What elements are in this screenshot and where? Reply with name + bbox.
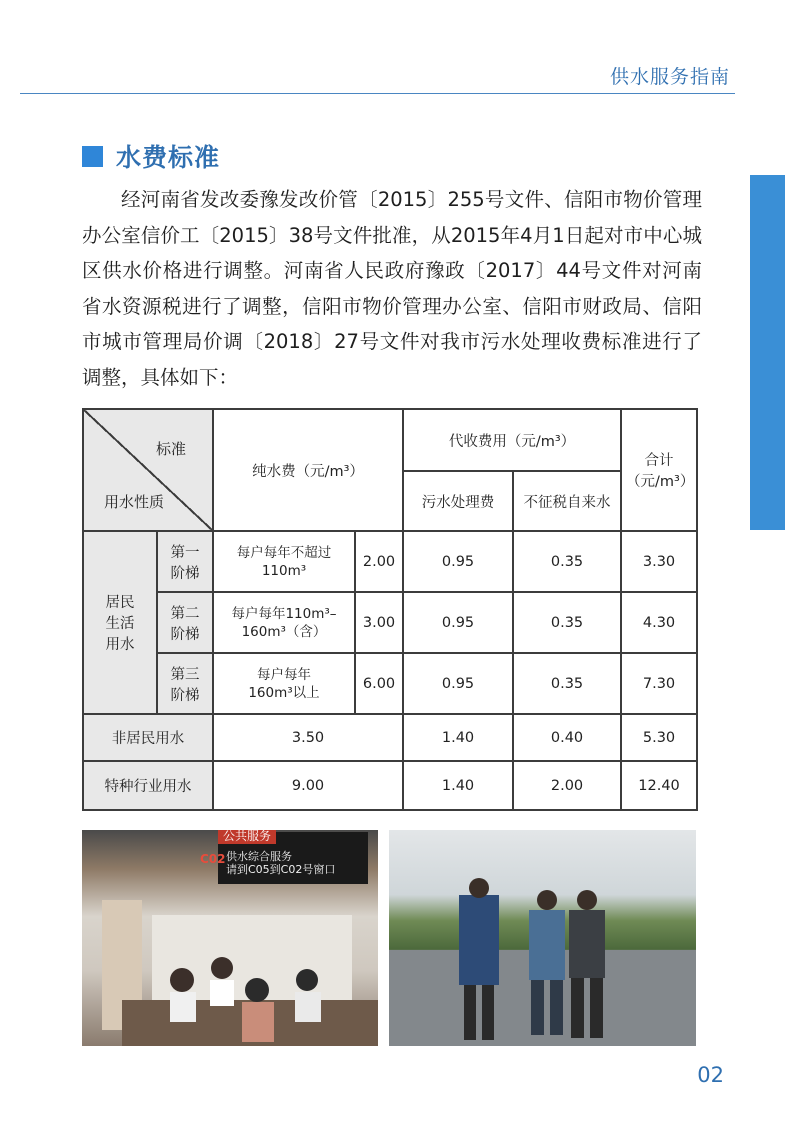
non-residential-label: 非居民用水: [83, 714, 213, 761]
tier-total: 3.30: [621, 531, 697, 592]
side-tab-marker: [750, 175, 785, 530]
total-header: 合计（元/m³）: [621, 409, 697, 531]
special-industry-sewage-fee: 1.40: [403, 761, 513, 810]
header-divider: [20, 93, 735, 94]
pure-water-fee-header: 纯水费（元/m³）: [213, 409, 403, 531]
tier-sewage-fee: 0.95: [403, 653, 513, 714]
special-industry-price: 9.00: [213, 761, 403, 810]
corner-standard-label: 标准: [155, 440, 186, 458]
non-residential-untaxed-fee: 0.40: [513, 714, 621, 761]
section-title: 水费标准: [116, 143, 221, 172]
sign-line-2: 请到C05到C02号窗口: [226, 863, 336, 876]
tier-name: 第一阶梯: [157, 531, 213, 592]
page-number: 02: [697, 1063, 724, 1087]
tier-sewage-fee: 0.95: [403, 531, 513, 592]
residential-label: 居民生活用水: [83, 531, 157, 714]
tier-description: 每户每年不超过110m³: [213, 531, 355, 592]
tier-total: 4.30: [621, 592, 697, 653]
sign-badge: 公共服务: [218, 830, 276, 844]
special-industry-untaxed-fee: 2.00: [513, 761, 621, 810]
sewage-fee-header: 污水处理费: [403, 471, 513, 531]
non-residential-price: 3.50: [213, 714, 403, 761]
water-fee-table: [82, 408, 698, 811]
non-residential-sewage-fee: 1.40: [403, 714, 513, 761]
tier-description: 每户每年160m³以上: [213, 653, 355, 714]
tier-price: 6.00: [355, 653, 403, 714]
photo-strip: [82, 830, 696, 1046]
field-scene-illustration: [389, 830, 696, 1046]
untaxed-water-header: 不征税自来水: [513, 471, 621, 531]
tier-price: 2.00: [355, 531, 403, 592]
tier-name: 第三阶梯: [157, 653, 213, 714]
window-code: C02: [200, 852, 226, 866]
counter-scene-illustration: [82, 830, 378, 1046]
service-counter-photo: [82, 830, 378, 1046]
section-marker-icon: [82, 146, 103, 167]
corner-usage-label: 用水性质: [104, 493, 165, 511]
tier-name: 第二阶梯: [157, 592, 213, 653]
field-service-photo: [389, 830, 696, 1046]
special-industry-label: 特种行业用水: [83, 761, 213, 810]
non-residential-total: 5.30: [621, 714, 697, 761]
tier-untaxed-fee: 0.35: [513, 531, 621, 592]
tier-sewage-fee: 0.95: [403, 592, 513, 653]
tier-untaxed-fee: 0.35: [513, 592, 621, 653]
tier-price: 3.00: [355, 592, 403, 653]
header-title: 供水服务指南: [609, 66, 730, 88]
tier-untaxed-fee: 0.35: [513, 653, 621, 714]
intro-paragraph: 经河南省发改委豫发改价管〔2015〕255号文件、信阳市物价管理办公室信价工〔2015〕38号文件批准，从2015年4月1日起对市中心城区供水价格进行调整。河南省人民政府豫政〔2017〕44号文件对河南省水资源税进行了调整，信阳市物价管理办公室、信阳市财政局、信阳市城市管理局价调〔2018〕27号文件对我市污水处理收费标准进行了调整，具体如下：: [82, 188, 702, 389]
tier-total: 7.30: [621, 653, 697, 714]
special-industry-total: 12.40: [621, 761, 697, 810]
sign-line-1: 供水综合服务: [226, 850, 292, 863]
table-corner-header: [83, 409, 213, 531]
collected-fee-header: 代收费用（元/m³）: [403, 409, 621, 471]
tier-description: 每户每年110m³–160m³（含）: [213, 592, 355, 653]
